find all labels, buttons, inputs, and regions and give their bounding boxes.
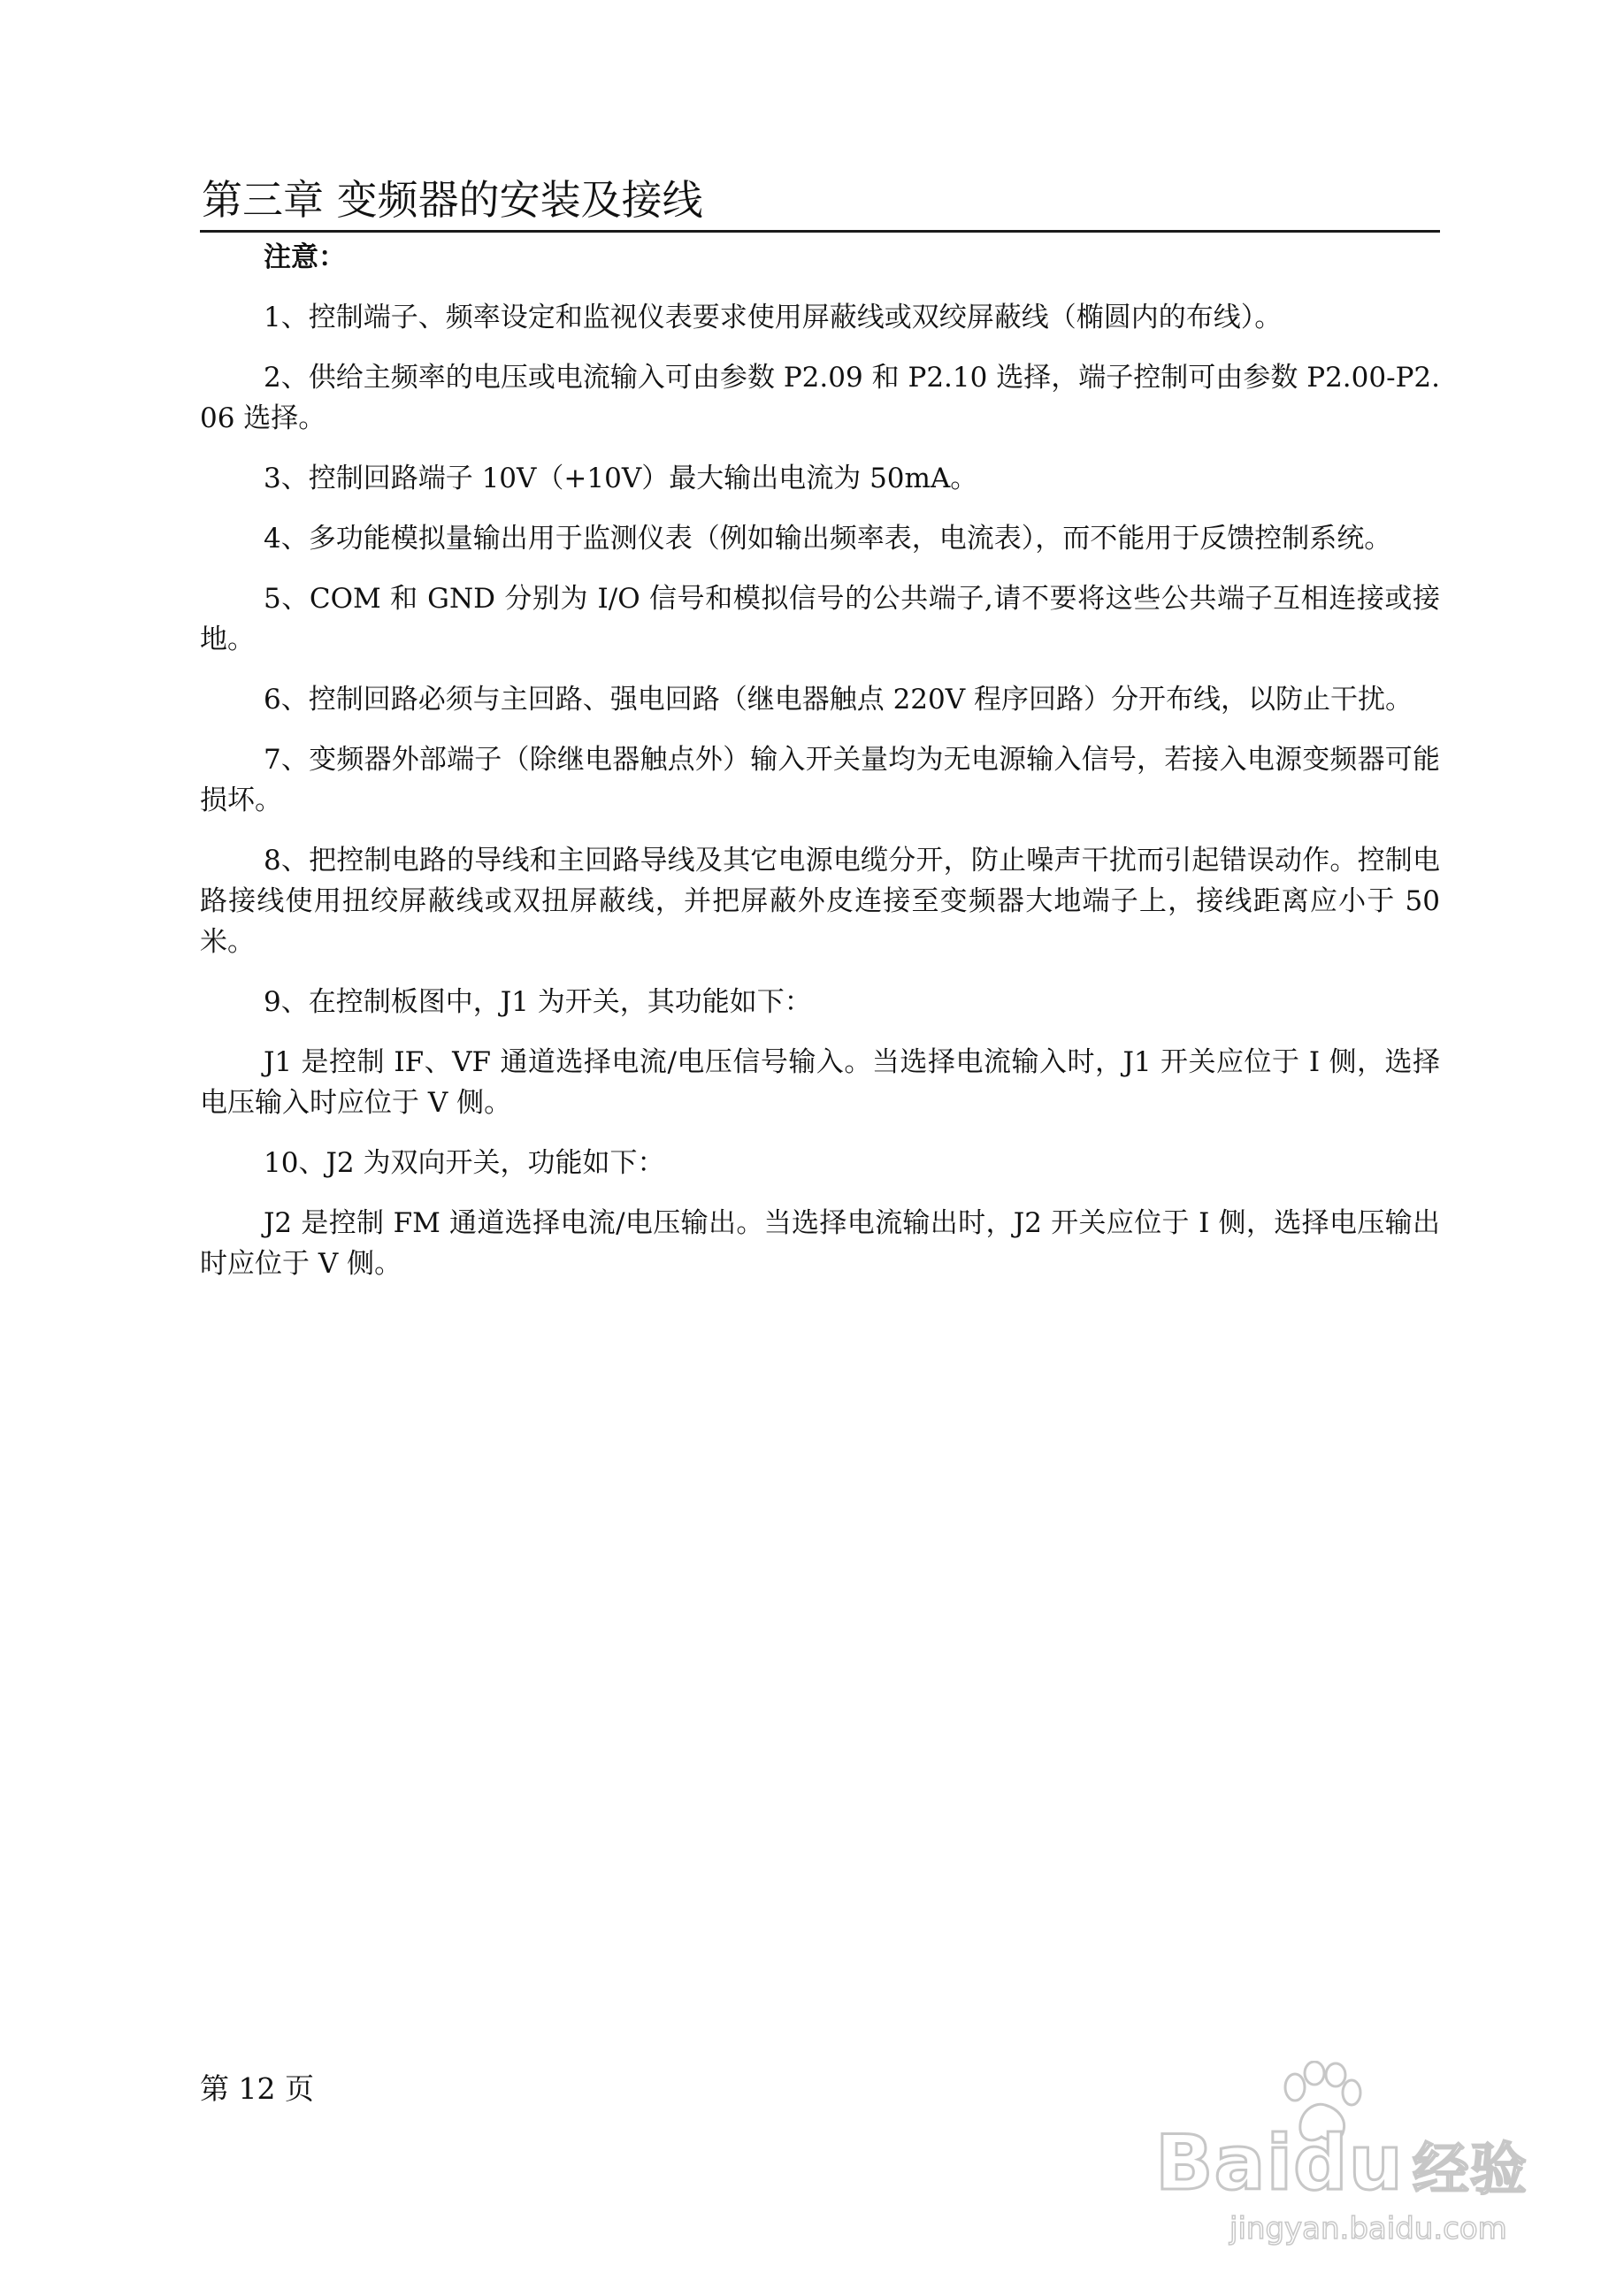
note-paragraph: 8、把控制电路的导线和主回路导线及其它电源电缆分开，防止噪声干扰而引起错误动作。控制电路接线使用扭绞屏蔽线或双扭屏蔽线，并把屏蔽外皮连接至变频器大地端子上，接线距离应小于 50 米。 <box>200 845 1440 958</box>
note-paragraph: 9、在控制板图中，J1 为开关，其功能如下： <box>264 986 812 1018</box>
note-paragraph: 4、多功能模拟量输出用于监测仪表（例如输出频率表，电流表），而不能用于反馈控制系统。 <box>264 523 1392 555</box>
chapter-header <box>200 168 1440 233</box>
note-paragraph: J2 是控制 FM 通道选择电流/电压输出。当选择电流输出时，J2 开关应位于 I 侧，选择电压输出时应位于 V 侧。 <box>200 1207 1440 1280</box>
notes-heading: 注意： <box>264 241 346 273</box>
note-paragraph: 2、供给主频率的电压或电流输入可由参数 P2.09 和 P2.10 选择，端子控制可由参数 P2.00-P2.06 选择。 <box>200 362 1440 434</box>
page-number: 第 12 页 <box>200 2071 314 2106</box>
note-paragraph: 10、J2 为双向开关，功能如下： <box>264 1147 665 1179</box>
watermark-brand-cn: 经验 <box>1412 2138 1528 2203</box>
notes-section <box>200 237 1440 1304</box>
watermark-url: jingyan.baidu.com <box>1229 2211 1507 2246</box>
note-paragraph: J1 是控制 IF、VF 通道选择电流/电压信号输入。当选择电流输入时，J1 开关应位于 I 侧，选择电压输入时应位于 V 侧。 <box>200 1046 1440 1119</box>
chapter-title: 第三章 变频器的安装及接线 <box>202 176 703 224</box>
note-paragraph: 6、控制回路必须与主回路、强电回路（继电器触点 220V 程序回路）分开布线，以防止干扰。 <box>264 684 1413 716</box>
note-paragraph: 7、变频器外部端子（除继电器触点外）输入开关量均为无电源输入信号，若接入电源变频器可能损坏。 <box>200 744 1440 816</box>
note-paragraph: 3、控制回路端子 10V（+10V）最大输出电流为 50mA。 <box>264 463 978 494</box>
note-paragraph: 5、COM 和 GND 分别为 I/O 信号和模拟信号的公共端子,请不要将这些公共端子互相连接或接地。 <box>200 583 1440 655</box>
watermark-brand <box>1155 2119 1528 2211</box>
note-paragraph: 1、控制端子、频率设定和监视仪表要求使用屏蔽线或双绞屏蔽线（椭圆内的布线）。 <box>264 302 1283 333</box>
baidu-watermark <box>1150 2061 1528 2246</box>
watermark-brand-text: Baidu <box>1155 2119 1404 2208</box>
